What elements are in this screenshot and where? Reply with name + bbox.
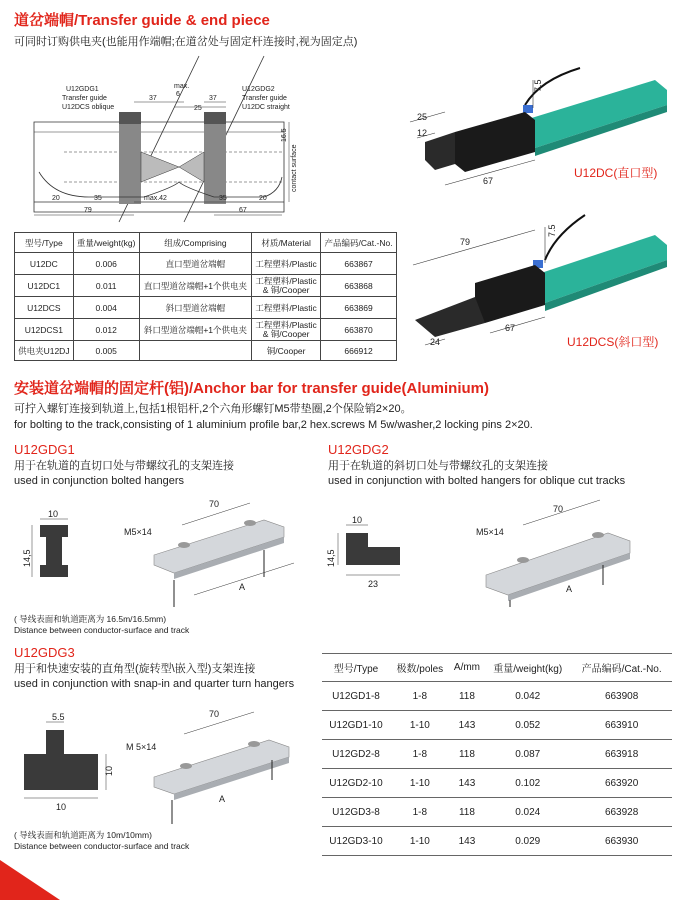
- table-cell: 663868: [321, 275, 397, 297]
- table-row: [322, 711, 672, 740]
- table-row: [15, 341, 397, 361]
- table-cell: 0.011: [73, 275, 139, 297]
- table-cell: 工程塑料/Plastic & 铜/Cooper: [252, 319, 321, 341]
- table-cell: U12GD1-10: [322, 711, 390, 740]
- table-cell: U12GD3-8: [322, 798, 390, 827]
- table-cell: 0.006: [73, 253, 139, 275]
- gdg3-note-cn: ( 导线表面和轨道距离为 10m/10mm): [14, 830, 152, 840]
- table2-header: 产品编码/Cat.-No.: [571, 654, 672, 682]
- table-cell: 0.052: [484, 711, 571, 740]
- label-contact-surface: contact surface: [291, 144, 298, 192]
- table-cell: 663930: [571, 827, 672, 856]
- label-gdg1: U12GDG1: [66, 86, 99, 93]
- table1-header: 重量/weight(kg): [73, 233, 139, 253]
- table-row: [15, 297, 397, 319]
- table2-header: A/mm: [450, 654, 485, 682]
- table-row: [322, 682, 672, 711]
- anchor-bar-table: [322, 653, 672, 856]
- gdg3-title: U12GDG3: [14, 645, 75, 660]
- table-cell: 143: [450, 827, 485, 856]
- table-cell: 斜口型道岔端帽: [139, 297, 251, 319]
- section1-subtitle: 可同时订购供电夹(也能用作端帽;在道岔处与固定杆连接时,视为固定点): [14, 36, 358, 48]
- table-cell: 0.087: [484, 740, 571, 769]
- label-16-5: 16.5: [281, 128, 288, 142]
- gdg2-dim-14-5: 14,5: [326, 549, 336, 567]
- gdg2-dim-23: 23: [368, 579, 379, 589]
- section2-line-en: for bolting to the track,consisting of 1 aluminium profile bar,2 hex.screws M 5w/washer,2 locking pins 2×20.: [14, 419, 533, 431]
- table-cell: 1-8: [390, 682, 450, 711]
- product-dc-caption: U12DC(直口型): [574, 166, 658, 180]
- table-cell: 0.029: [484, 827, 571, 856]
- table2-header: 极数/poles: [390, 654, 450, 682]
- table-cell: 663867: [321, 253, 397, 275]
- table-cell: 工程塑料/Plastic & 铜/Cooper: [252, 275, 321, 297]
- label-max: max.: [174, 83, 190, 90]
- product-dcs-illustration: [405, 205, 675, 350]
- table-cell: 663870: [321, 319, 397, 341]
- table1-header: 组成/Comprising: [139, 233, 251, 253]
- dc-dim-12: 12: [417, 128, 428, 138]
- table-row: [15, 275, 397, 297]
- table1-header: 产品编码/Cat.-No.: [321, 233, 397, 253]
- table-cell: U12GD1-8: [322, 682, 390, 711]
- gdg1-note-en: Distance between conductor-surface and track: [14, 625, 190, 635]
- dim-35a: 35: [94, 195, 102, 202]
- table-row: [322, 740, 672, 769]
- gdg2-desc-cn: 用于在轨道的斜切口处与带螺纹孔的支架连接: [328, 460, 548, 472]
- dim-79a: 79: [84, 207, 92, 214]
- table-cell: 工程塑料/Plastic: [252, 253, 321, 275]
- gdg2-title: U12GDG2: [328, 442, 389, 457]
- dc-dim-7-5: 7.5: [533, 79, 543, 92]
- table-cell: 143: [450, 769, 485, 798]
- gdg1-note-cn: ( 导线表面和轨道距离为 16.5m/16.5mm): [14, 614, 167, 624]
- label-transfer-guide-1: Transfer guide: [62, 95, 107, 102]
- dim-67a: 67: [239, 207, 247, 214]
- label-dcs: U12DCS oblique: [62, 104, 115, 111]
- dim-20b: 20: [259, 195, 267, 202]
- table-cell: U12GD2-10: [322, 769, 390, 798]
- gdg3-dim-70: 70: [209, 709, 220, 719]
- dim-37a: 37: [149, 95, 157, 102]
- gdg3-label-a: A: [219, 794, 226, 804]
- table-cell: 663910: [571, 711, 672, 740]
- table-cell: 1-8: [390, 740, 450, 769]
- dcs-dim-67: 67: [505, 323, 516, 333]
- gdg2-desc-en: used in conjunction with bolted hangers for oblique cut tracks: [328, 475, 626, 487]
- table-cell: 666912: [321, 341, 397, 361]
- table1-header: 材质/Material: [252, 233, 321, 253]
- label-dc: U12DC straight: [242, 104, 290, 111]
- table-cell: 143: [450, 711, 485, 740]
- gdg2-label-a: A: [566, 584, 573, 594]
- transfer-guide-technical-drawing: [14, 52, 304, 227]
- gdg3-dim-5-5: 5.5: [52, 712, 65, 722]
- dc-dim-67: 67: [483, 176, 494, 186]
- table-row: [322, 798, 672, 827]
- gdg2-label-m5: M5×14: [476, 527, 504, 537]
- table-cell: 1-10: [390, 711, 450, 740]
- dcs-dim-79: 79: [460, 237, 471, 247]
- table-cell: 0.042: [484, 682, 571, 711]
- gdg1-drawing: [14, 495, 314, 610]
- table-cell: U12GD2-8: [322, 740, 390, 769]
- dcs-dim-7-5: 7.5: [547, 224, 557, 237]
- table-cell: 0.005: [73, 341, 139, 361]
- table-cell: U12GD3-10: [322, 827, 390, 856]
- gdg3-desc-en: used in conjunction with snap-in and quarter turn hangers: [14, 678, 295, 690]
- gdg3-desc-cn: 用于和快速安装的直角型(旋转型\嵌入型)支架连接: [14, 663, 256, 675]
- label-max-val: 6: [176, 91, 180, 98]
- transfer-guide-table: [14, 232, 397, 361]
- gdg1-label-m5: M5×14: [124, 527, 152, 537]
- label-transfer-guide-2: Transfer guide: [242, 95, 287, 102]
- table-cell: 1-10: [390, 769, 450, 798]
- dim-37b: 37: [209, 95, 217, 102]
- dc-dim-25: 25: [417, 112, 428, 122]
- table-cell: 0.012: [73, 319, 139, 341]
- gdg3-dim-10b: 10: [56, 802, 67, 812]
- dim-20a: 20: [52, 195, 60, 202]
- table2-header-row: [322, 654, 672, 682]
- section1-title: 道岔端帽/Transfer guide & end piece: [14, 12, 270, 29]
- table-row: [15, 319, 397, 341]
- gdg1-dim-14-5: 14,5: [22, 549, 32, 567]
- dim-25: 25: [194, 105, 202, 112]
- table-cell: U12DC: [15, 253, 74, 275]
- gdg3-dim-10a: 10: [104, 765, 114, 776]
- gdg3-drawing: [14, 702, 314, 827]
- table2-header: 型号/Type: [322, 654, 390, 682]
- dim-max42: max.42: [144, 195, 167, 202]
- gdg1-dim-70: 70: [209, 499, 220, 509]
- gdg1-desc-en: used in conjunction bolted hangers: [14, 475, 185, 487]
- gdg2-drawing: [318, 495, 678, 610]
- table-cell: [139, 341, 251, 361]
- table-cell: 663918: [571, 740, 672, 769]
- table-cell: 1-8: [390, 798, 450, 827]
- table-cell: 663928: [571, 798, 672, 827]
- table-row: [322, 827, 672, 856]
- table-cell: U12DC1: [15, 275, 74, 297]
- table-cell: 118: [450, 798, 485, 827]
- table1-header: 型号/Type: [15, 233, 74, 253]
- gdg1-title: U12GDG1: [14, 442, 75, 457]
- dcs-dim-24: 24: [430, 337, 441, 347]
- section2-line-cn: 可拧入螺钉连接到轨道上,包括1根铝杆,2个六角形螺钉M5带垫圈,2个保险销2×20。: [14, 403, 412, 415]
- table-cell: 0.024: [484, 798, 571, 827]
- label-gdg2: U12GDG2: [242, 86, 275, 93]
- table-cell: 0.102: [484, 769, 571, 798]
- table-cell: 118: [450, 740, 485, 769]
- table-cell: 斜口型道岔端帽+1个供电夹: [139, 319, 251, 341]
- section2-title: 安装道岔端帽的固定杆(铝)/Anchor bar for transfer guide(Aluminium): [14, 380, 490, 397]
- gdg3-label-m5: M 5×14: [126, 742, 157, 752]
- table-row: [322, 769, 672, 798]
- gdg3-note-en: Distance between conductor-surface and track: [14, 841, 190, 851]
- table-cell: 118: [450, 682, 485, 711]
- product-dcs-caption: U12DCS(斜口型): [567, 335, 659, 349]
- table-cell: 铜/Cooper: [252, 341, 321, 361]
- table-cell: 工程塑料/Plastic: [252, 297, 321, 319]
- table-cell: 663908: [571, 682, 672, 711]
- table-cell: U12DCS1: [15, 319, 74, 341]
- table-cell: 直口型道岔端帽+1个供电夹: [139, 275, 251, 297]
- table-cell: 663920: [571, 769, 672, 798]
- table-row: [15, 253, 397, 275]
- table-cell: 663869: [321, 297, 397, 319]
- gdg1-label-a: A: [239, 582, 246, 592]
- table2-header: 重量/weight(kg): [484, 654, 571, 682]
- gdg1-desc-cn: 用于在轨道的直切口处与带螺纹孔的支架连接: [14, 460, 234, 472]
- table-cell: 1-10: [390, 827, 450, 856]
- table-cell: 供电夹U12DJ: [15, 341, 74, 361]
- table-cell: 直口型道岔端帽: [139, 253, 251, 275]
- dim-35b: 35: [219, 195, 227, 202]
- table-cell: 0.004: [73, 297, 139, 319]
- gdg2-dim-70: 70: [553, 504, 564, 514]
- table1-header-row: [15, 233, 397, 253]
- gdg2-dim-10: 10: [352, 515, 363, 525]
- decorative-corner: [0, 860, 60, 900]
- gdg1-dim-10: 10: [48, 509, 59, 519]
- table-cell: U12DCS: [15, 297, 74, 319]
